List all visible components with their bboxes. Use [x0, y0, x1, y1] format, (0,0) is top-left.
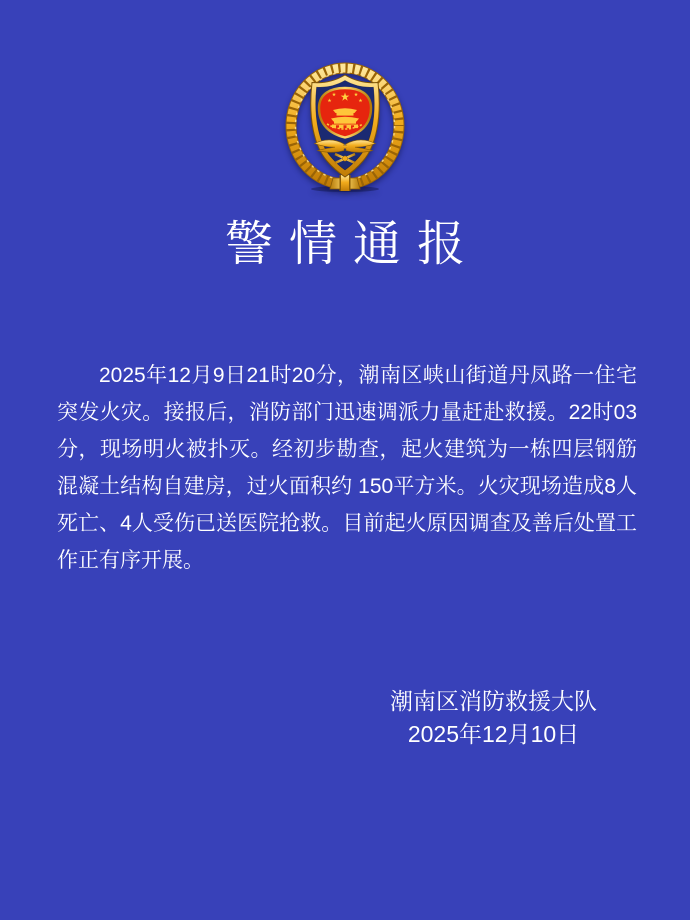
signature-block — [390, 685, 597, 751]
signature-date: 2025年12月10日 — [407, 721, 580, 747]
fire-rescue-emblem-icon — [283, 62, 407, 192]
notice-body — [57, 357, 637, 579]
notice-title: 警情通报 — [224, 218, 481, 271]
notice-paragraph: 2025年12月9日21时20分，潮南区峡山街道丹凤路一住宅突发火灾。接报后，消防部门迅速调派力量赶赴救援。22时03分，现场明火被扑灭。经初步勘查，起火建筑为一栋四层钢筋混凝土结构自建房，过火面积约 150平方米。火灾现场造成8人死亡、4人受伤已送医院抢救。目前起火原因调查及善后处置工作正有序开展。 — [57, 364, 637, 572]
signature-issuer: 潮南区消防救援大队 — [390, 688, 597, 714]
